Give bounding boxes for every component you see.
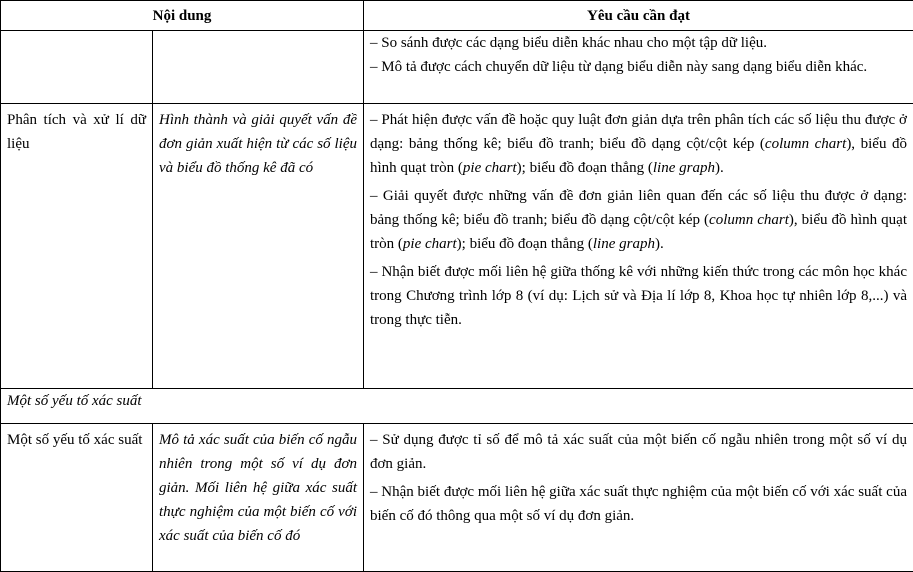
content-cell: Hình thành và giải quyết vấn đề đơn giản xuất hiện từ các số liệu và biểu đồ thống kê đã có bbox=[153, 104, 364, 389]
requirements-header: Yêu cầu cần đạt bbox=[364, 1, 913, 31]
requirements-cell bbox=[364, 31, 913, 104]
requirement-item: – Giải quyết được những vấn đề đơn giản liên quan đến các số liệu thu được ở dạng: bảng thống kê; biểu đồ tranh; biểu đồ dạng cột/cột kép (column chart), biểu đồ hình quạt tròn (pie chart); biểu đồ đoạn thẳng (line graph). bbox=[370, 184, 907, 256]
requirement-item: – Mô tả được cách chuyển dữ liệu từ dạng biểu diễn này sang dạng biểu diễn khác. bbox=[370, 55, 907, 79]
table-row bbox=[1, 424, 913, 572]
content-cell bbox=[153, 31, 364, 104]
requirement-item: – So sánh được các dạng biểu diễn khác nhau cho một tập dữ liệu. bbox=[370, 31, 907, 55]
requirement-item: – Nhận biết được mối liên hệ giữa thống kê với những kiến thức trong các môn học khác trong Chương trình lớp 8 (ví dụ: Lịch sử và Địa lí lớp 8, Khoa học tự nhiên lớp 8,...) và trong thực tiễn. bbox=[370, 260, 907, 332]
section-title: Một số yếu tố xác suất bbox=[1, 389, 913, 424]
header-row bbox=[1, 1, 913, 31]
requirement-item: – Nhận biết được mối liên hệ giữa xác suất thực nghiệm của một biến cố với xác suất của biến cố đó thông qua một số ví dụ đơn giản. bbox=[370, 480, 907, 528]
requirements-cell bbox=[364, 104, 913, 389]
table-row bbox=[1, 104, 913, 389]
topic-cell: Phân tích và xử lí dữ liệu bbox=[1, 104, 153, 389]
table-row bbox=[1, 31, 913, 104]
topic-cell: Một số yếu tố xác suất bbox=[1, 424, 153, 572]
requirement-item: – Phát hiện được vấn đề hoặc quy luật đơn giản dựa trên phân tích các số liệu thu được ở dạng: bảng thống kê; biểu đồ tranh; biểu đồ dạng cột/cột kép (column chart), biểu đồ hình quạt tròn (pie chart); biểu đồ đoạn thẳng (line graph). bbox=[370, 108, 907, 180]
content-header: Nội dung bbox=[1, 1, 364, 31]
topic-cell bbox=[1, 31, 153, 104]
content-cell: Mô tả xác suất của biến cố ngẫu nhiên trong một số ví dụ đơn giản. Mối liên hệ giữa xác suất thực nghiệm của một biến cố với xác suất của biến cố đó bbox=[153, 424, 364, 572]
section-row bbox=[1, 389, 913, 424]
requirements-cell bbox=[364, 424, 913, 572]
requirement-item: – Sử dụng được tỉ số để mô tả xác suất của một biến cố ngẫu nhiên trong một số ví dụ đơn giản. bbox=[370, 428, 907, 476]
